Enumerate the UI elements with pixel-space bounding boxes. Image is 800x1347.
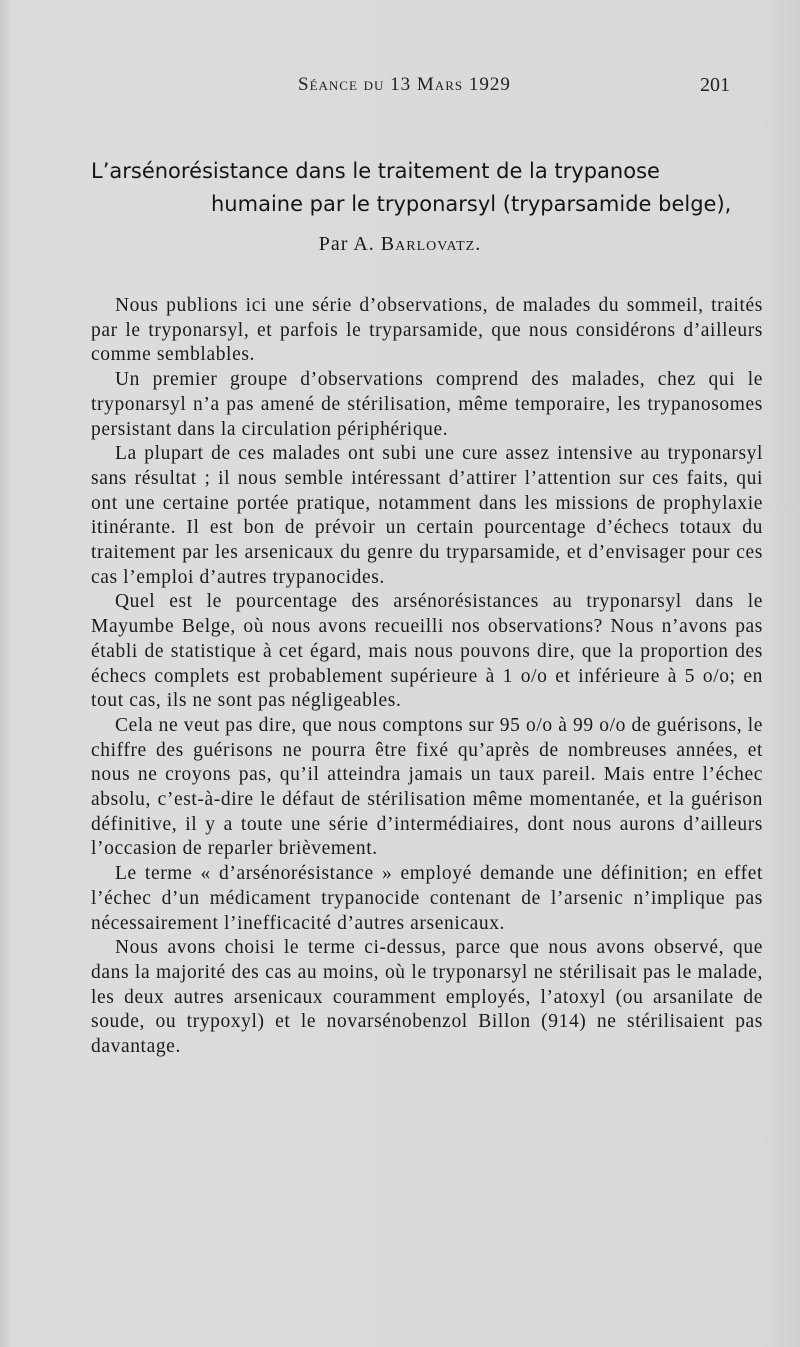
author-prefix: Par A. (318, 233, 381, 255)
author-name: Barlovatz. (380, 233, 482, 255)
paragraph: Cela ne veut pas dire, que nous comptons sur 95 o/o à 99 o/o de guérisons, le chiffre des guérisons ne pourra être fixé qu’après de nombreuses années, et nous ne croyons pas, qu’il atteindra jamais un taux pareil. Mais entre l’échec absolu, c’est-à-dire le défaut de stérilisation même momentanée, et la guérison définitive, il y a toute une série d’intermédiaires, dont nous aurons d’ailleurs l’occasion de reparler brièvement. (91, 714, 763, 860)
paragraph: Le terme « d’arsénorésistance » employé demande une définition; en effet l’échec d’un médicament trypanocide contenant de l’arsenic n’implique pas nécessairement l’inefficacité d’autres arsenicaux. (91, 863, 763, 934)
page-header (0, 74, 800, 104)
article-title (91, 155, 741, 221)
page-number: 201 (700, 74, 730, 96)
paragraph: La plupart de ces malades ont subi une cure assez intensive au tryponarsyl sans résultat ; il nous semble intéressant d’attirer l’attention sur ces faits, qui ont une certaine portée pratique, notamment dans les missions de prophylaxie itinérante. Il est bon de prévoir un certain pourcentage d’échecs totaux du traitement par les arsenicaux du genre du tryparsamide, et d’envisager pour ces cas l’emploi d’autres trypanocides. (91, 443, 763, 588)
article-title-line-2: humaine par le tryponarsyl (tryparsamide belge), (211, 192, 732, 216)
running-head: Séance du 13 Mars 1929 (298, 74, 511, 95)
paragraph: Nous avons choisi le terme ci-dessus, parce que nous avons observé, que dans la majorité des cas au moins, où le tryponarsyl ne stérilisait pas le malade, les deux autres arsenicaux couramment employés, l’atoxyl (ou arsanilate de soude, ou trypoxyl) et le novarsénobenzol Billon (914) ne stérilisaient pas davantage. (91, 937, 763, 1058)
paragraph: Nous publions ici une série d’observations, de malades du sommeil, traités par le tryponarsyl, et parfois le tryparsamide, que nous considérons d’ailleurs comme semblables. (91, 295, 763, 366)
article-author (0, 233, 800, 256)
paragraph: Quel est le pourcentage des arsénorésistances au tryponarsyl dans le Mayumbe Belge, où nous avons recueilli nos observations? Nous n’avons pas établi de statistique à cet égard, mais nous pouvons dire, que la proportion des échecs complets est probablement supérieure à 1 o/o et inférieure à 5 o/o; en tout cas, ils ne sont pas négligeables. (91, 591, 763, 712)
article-title-line-1: L’arsénorésistance dans le traitement de la trypanose (91, 159, 660, 183)
article-body (91, 294, 763, 1060)
paragraph: Un premier groupe d’observations comprend des malades, chez qui le tryponarsyl n’a pas amené de stérilisation, même temporaire, les trypanosomes persistant dans la circulation périphérique. (91, 369, 763, 440)
